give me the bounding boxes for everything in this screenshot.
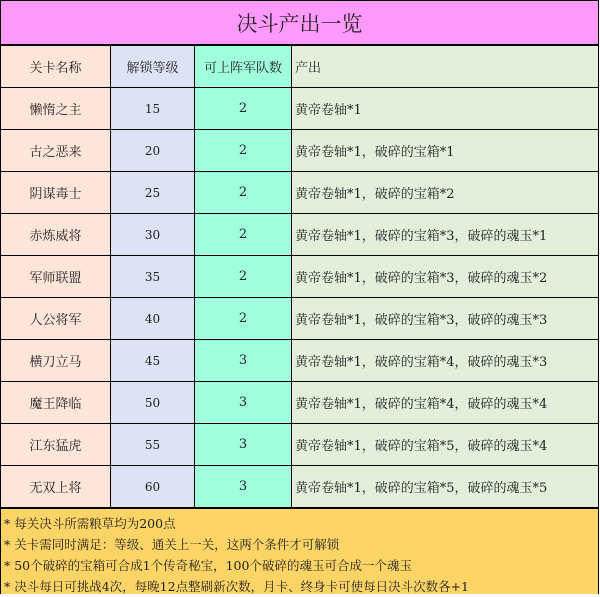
troop-count-cell: 2 (195, 172, 292, 214)
unlock-level-cell: 30 (111, 214, 195, 256)
troop-count-cell: 3 (195, 340, 292, 382)
table-row (1, 340, 598, 382)
stage-name-cell: 懒惰之主 (1, 88, 111, 130)
stage-name-cell: 古之恶来 (1, 130, 111, 172)
output-cell: 黄帝卷轴*1，破碎的宝箱*3，破碎的魂玉*1 (292, 214, 599, 256)
table-row (1, 466, 598, 508)
stage-name-cell: 无双上将 (1, 466, 111, 508)
output-cell: 黄帝卷轴*1，破碎的宝箱*1 (292, 130, 599, 172)
stage-name-cell: 江东猛虎 (1, 424, 111, 466)
table-row (1, 88, 598, 130)
note-line: * 决斗每日可挑战4次，每晚12点整刷新次数，月卡、终身卡可使每日决斗次数各+1 (4, 579, 470, 594)
unlock-level-cell: 20 (111, 130, 195, 172)
table-row (1, 382, 598, 424)
troop-count-cell: 2 (195, 256, 292, 298)
output-cell: 黄帝卷轴*1 (292, 88, 599, 130)
output-cell: 黄帝卷轴*1，破碎的宝箱*5，破碎的魂玉*4 (292, 424, 599, 466)
notes-section (1, 508, 598, 594)
table-row (1, 424, 598, 466)
table-row (1, 298, 598, 340)
note-line: * 每关决斗所需粮草均为200点 (4, 516, 176, 531)
troop-count-cell: 2 (195, 214, 292, 256)
output-cell: 黄帝卷轴*1，破碎的宝箱*3，破碎的魂玉*2 (292, 256, 599, 298)
unlock-level-cell: 15 (111, 88, 195, 130)
unlock-level-cell: 25 (111, 172, 195, 214)
output-cell: 黄帝卷轴*1，破碎的宝箱*3，破碎的魂玉*3 (292, 298, 599, 340)
header-row (1, 46, 598, 88)
stage-name-cell: 阴谋毒士 (1, 172, 111, 214)
stage-name-cell: 赤炼威将 (1, 214, 111, 256)
unlock-level-cell: 60 (111, 466, 195, 508)
unlock-level-cell: 55 (111, 424, 195, 466)
header-unlock-level: 解锁等级 (111, 46, 195, 88)
table-row (1, 214, 598, 256)
stage-name-cell: 魔王降临 (1, 382, 111, 424)
unlock-level-cell: 40 (111, 298, 195, 340)
output-cell: 黄帝卷轴*1，破碎的宝箱*5，破碎的魂玉*5 (292, 466, 599, 508)
unlock-level-cell: 35 (111, 256, 195, 298)
stage-name-cell: 军师联盟 (1, 256, 111, 298)
troop-count-cell: 2 (195, 88, 292, 130)
table-row (1, 256, 598, 298)
troop-count-cell: 3 (195, 466, 292, 508)
duel-table (1, 45, 598, 508)
sheet-title: 决斗产出一览 (1, 1, 598, 45)
table-row (1, 130, 598, 172)
output-cell: 黄帝卷轴*1，破碎的宝箱*2 (292, 172, 599, 214)
stage-name-cell: 人公将军 (1, 298, 111, 340)
table-row (1, 172, 598, 214)
troop-count-cell: 2 (195, 298, 292, 340)
troop-count-cell: 3 (195, 382, 292, 424)
header-stage-name: 关卡名称 (1, 46, 111, 88)
stage-name-cell: 横刀立马 (1, 340, 111, 382)
troop-count-cell: 3 (195, 424, 292, 466)
header-troop-count: 可上阵军队数 (195, 46, 292, 88)
output-cell: 黄帝卷轴*1，破碎的宝箱*4，破碎的魂玉*3 (292, 340, 599, 382)
troop-count-cell: 2 (195, 130, 292, 172)
note-line: * 关卡需同时满足：等级、通关上一关，这两个条件才可解锁 (4, 537, 340, 552)
unlock-level-cell: 45 (111, 340, 195, 382)
header-output: 产出 (292, 46, 599, 88)
note-line: * 50个破碎的宝箱可合成1个传奇秘宝，100个破碎的魂玉可合成一个魂玉 (4, 558, 412, 573)
unlock-level-cell: 50 (111, 382, 195, 424)
output-cell: 黄帝卷轴*1，破碎的宝箱*4，破碎的魂玉*4 (292, 382, 599, 424)
